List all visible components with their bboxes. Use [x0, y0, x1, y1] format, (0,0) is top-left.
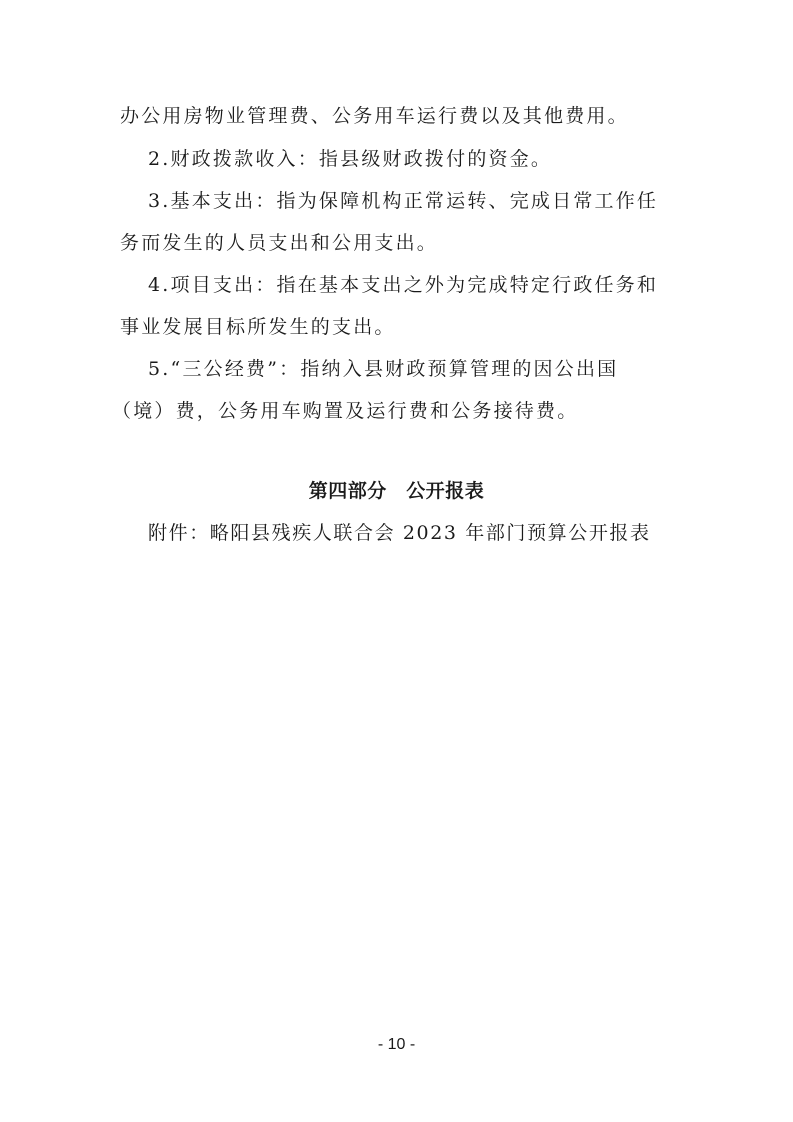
definition-three-public-expenses: 5.“三公经费”：指纳入县财政预算管理的因公出国 [148, 358, 619, 380]
definition-project-expenditure: 4.项目支出：指在基本支出之外为完成特定行政任务和 [148, 274, 659, 296]
body-text-line: 事业发展目标所发生的支出。 [120, 316, 396, 338]
body-text-line: 办公用房物业管理费、公务用车运行费以及其他费用。 [120, 105, 629, 127]
definition-fiscal-appropriation: 2.财政拨款收入：指县级财政拨付的资金。 [148, 148, 553, 170]
body-text-line: 务而发生的人员支出和公用支出。 [120, 232, 439, 254]
attachment-link-text: 附件：略阳县残疾人联合会 2023 年部门预算公开报表 [148, 522, 651, 544]
body-text-line: （境）费，公务用车购置及运行费和公务接待费。 [112, 400, 579, 422]
definition-basic-expenditure: 3.基本支出：指为保障机构正常运转、完成日常工作任 [148, 190, 659, 212]
section-title: 第四部分 公开报表 [308, 480, 485, 502]
page-number: - 10 - [377, 1036, 416, 1053]
